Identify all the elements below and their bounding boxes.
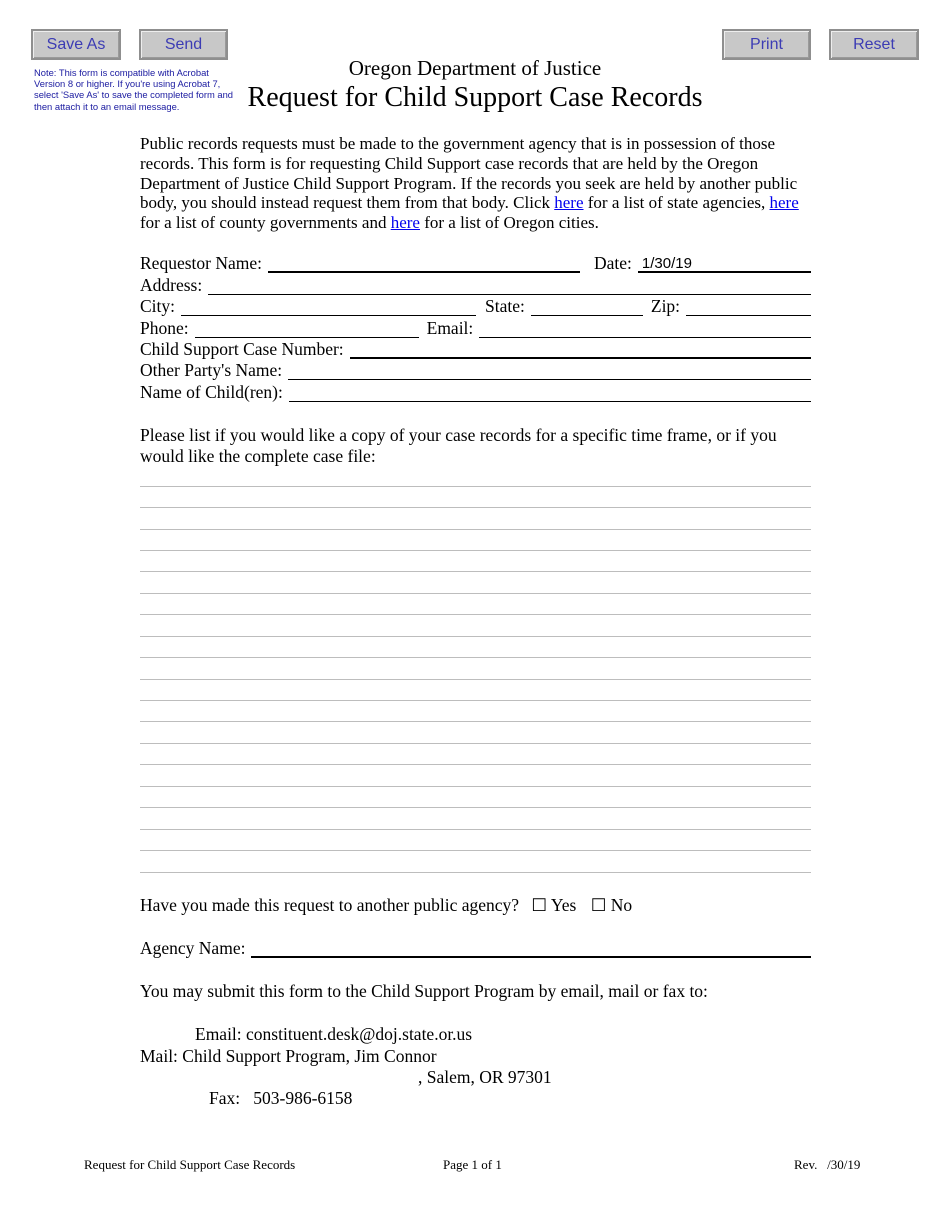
requestor-name-field[interactable] [268, 254, 580, 273]
page-title: Request for Child Support Case Records [247, 82, 703, 113]
submit-mail-line-2: , Salem, OR 97301 [418, 1067, 552, 1087]
textarea-line [140, 807, 811, 808]
textarea-line [140, 872, 811, 873]
textarea-line [140, 700, 811, 701]
checkbox-icon: ☐ [590, 895, 607, 915]
requestor-row [140, 253, 811, 273]
textarea-line [140, 743, 811, 744]
other-party-field[interactable] [288, 361, 811, 380]
other-party-label: Other Party's Name: [140, 360, 283, 380]
textarea-line [140, 786, 811, 787]
footer-page-number: Page 1 of 1 [443, 1157, 502, 1172]
submit-email-value: constituent.desk@doj.state.or.us [246, 1024, 473, 1044]
address-field[interactable] [208, 276, 811, 295]
question-text: Have you made this request to another public agency? [140, 895, 520, 915]
children-label: Name of Child(ren): [140, 382, 283, 402]
textarea-line [140, 657, 811, 658]
textarea-line [140, 764, 811, 765]
city-label: City: [140, 296, 176, 316]
state-label: State: [485, 296, 525, 316]
submit-email-label: Email: [195, 1024, 242, 1044]
zip-label: Zip: [650, 296, 681, 316]
compatibility-note: Note: This form is compatible with Acrobat Version 8 or higher. If you're using Acrobat 7, select 'Save As' to save the completed form and then attach it to an email message. [34, 67, 233, 112]
other-party-row [140, 360, 811, 380]
textarea-line [140, 679, 811, 680]
city-field[interactable] [181, 297, 476, 316]
send-button[interactable]: Send [139, 29, 228, 60]
intro-paragraph [140, 134, 812, 233]
print-button[interactable]: Print [722, 29, 811, 60]
city-row [140, 296, 811, 316]
case-number-field[interactable] [350, 340, 811, 359]
textarea-line [140, 614, 811, 615]
case-number-row [140, 339, 811, 359]
textarea-line [140, 850, 811, 851]
submit-fax-label: Fax: [209, 1088, 241, 1108]
no-label: No [610, 895, 633, 915]
textarea-line [140, 571, 811, 572]
textarea-line [140, 721, 811, 722]
state-field[interactable] [531, 297, 643, 316]
intro-text: for a list of county governments and [140, 213, 391, 233]
zip-field[interactable] [686, 297, 811, 316]
textarea-line [140, 486, 811, 487]
records-prompt: Please list if you would like a copy of your case records for a specific time frame, or if you would like the complete case file: [140, 425, 777, 466]
date-field[interactable]: 1/30/19 [638, 254, 811, 273]
county-governments-link[interactable]: here [769, 193, 799, 213]
checkbox-icon: ☐ [531, 895, 548, 915]
date-label: Date: [593, 253, 632, 273]
textarea-line [140, 507, 811, 508]
children-row [140, 382, 811, 402]
agency-name-label: Agency Name: [140, 938, 246, 958]
state-agencies-link[interactable]: here [554, 193, 584, 213]
intro-text: for a list of Oregon cities. [419, 213, 599, 233]
textarea-line [140, 593, 811, 594]
requestor-name-label: Requestor Name: [140, 253, 262, 273]
phone-field[interactable] [195, 319, 419, 338]
submit-fax-value: 503-986-6158 [253, 1088, 353, 1108]
phone-row [140, 318, 811, 338]
oregon-cities-link[interactable]: here [390, 213, 420, 233]
submit-mail-line-1: Child Support Program, Jim Connor [182, 1046, 437, 1066]
save-as-button[interactable]: Save As [31, 29, 121, 60]
intro-text: for a list of state agencies, [583, 193, 770, 213]
phone-label: Phone: [140, 318, 189, 338]
submit-email [195, 1024, 472, 1045]
submit-mail-label: Mail: [140, 1046, 178, 1066]
agency-name-field[interactable] [251, 939, 811, 958]
yes-checkbox[interactable] [531, 895, 576, 916]
other-agency-question [140, 895, 632, 916]
submit-mail [140, 1046, 437, 1067]
reset-button[interactable]: Reset [829, 29, 919, 60]
textarea-line [140, 636, 811, 637]
textarea-line [140, 529, 811, 530]
agency-name: Oregon Department of Justice [348, 56, 602, 80]
address-label: Address: [140, 275, 203, 295]
submit-intro: You may submit this form to the Child Support Program by email, mail or fax to: [140, 981, 708, 1001]
email-field[interactable] [479, 319, 811, 338]
textarea-line [140, 550, 811, 551]
textarea-line [140, 829, 811, 830]
footer-revision: Rev. /30/19 [794, 1157, 861, 1172]
case-number-label: Child Support Case Number: [140, 339, 344, 359]
address-row [140, 275, 811, 295]
yes-label: Yes [550, 895, 577, 915]
no-checkbox[interactable] [591, 895, 632, 916]
submit-fax [209, 1088, 352, 1109]
footer-title: Request for Child Support Case Records [84, 1157, 296, 1172]
agency-name-row [140, 938, 811, 958]
email-label: Email: [426, 318, 474, 338]
children-field[interactable] [289, 383, 811, 402]
intro-text: Public records requests must be made to the government agency that is in possession of those records. This form is for requesting Child Support case records that are held by the Oregon Department of Justice Child Support Program. If the records you seek are held by another public body, you should instead request them from that body. Click [140, 134, 798, 213]
